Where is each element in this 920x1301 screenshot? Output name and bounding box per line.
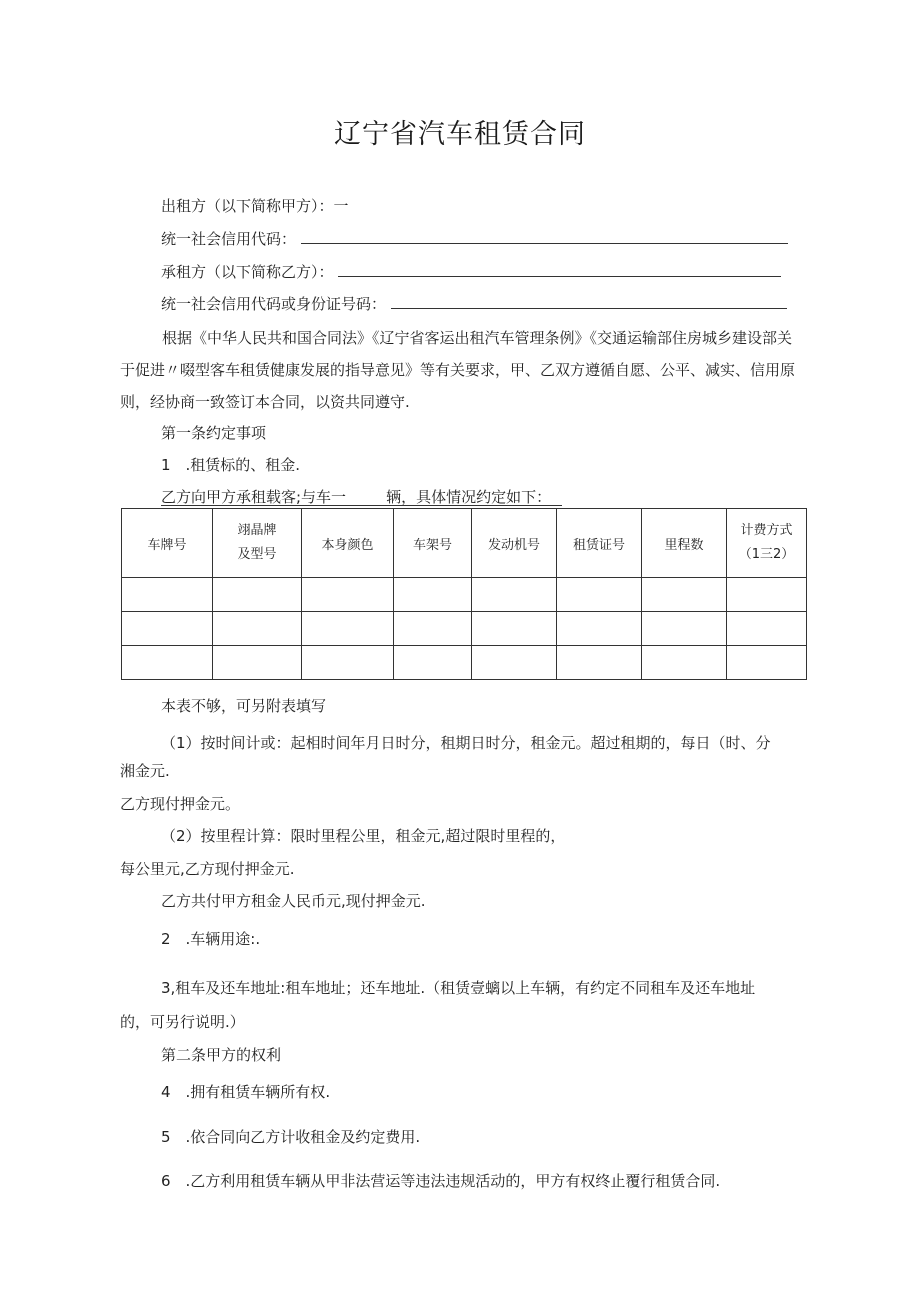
table-cell[interactable] <box>727 646 807 680</box>
table-cell[interactable] <box>394 578 472 612</box>
lessee-code-label: 统一社会信用代码或身份证号码： <box>161 295 387 313</box>
table-cell[interactable] <box>557 612 642 646</box>
table-cell[interactable] <box>213 578 302 612</box>
lessor-code-label: 统一社会信用代码： <box>161 230 297 248</box>
header-engine: 发动机号 <box>472 509 557 578</box>
header-vin: 车架号 <box>394 509 472 578</box>
lessee-code-field[interactable] <box>391 294 787 309</box>
table-cell[interactable] <box>472 646 557 680</box>
lessee-label: 承租方（以下简称乙方）： <box>161 263 334 281</box>
article1-item2: 2 .车辆用途:. <box>161 930 261 948</box>
article2-item6: 6 .乙方利用租赁车辆从甲非法营运等违法违规活动的，甲方有权终止覆行租赁合同. <box>161 1172 721 1190</box>
article1-item3-line2: 的，可另行说明.） <box>120 1013 245 1031</box>
table-cell[interactable] <box>122 578 213 612</box>
table-intro-right: 辆，具体情况约定如下： <box>386 488 552 506</box>
table-cell[interactable] <box>394 612 472 646</box>
page-title: 辽宁省汽车租赁合同 <box>334 119 586 150</box>
time-deposit: 乙方现付押金元。 <box>120 795 241 813</box>
header-mileage: 里程数 <box>642 509 727 578</box>
article2-item5: 5 .依合同向乙方计收租金及约定费用. <box>161 1128 421 1146</box>
table-row <box>122 612 807 646</box>
table-cell[interactable] <box>727 612 807 646</box>
table-cell[interactable] <box>472 612 557 646</box>
table-row <box>122 646 807 680</box>
article2-heading: 第二条甲方的权利 <box>161 1046 282 1064</box>
article1-item3-line1: 3,租车及还车地址:租车地址；还车地址.（租赁壹螭以上车辆，有约定不同租车及还车地址 <box>161 979 756 997</box>
table-cell[interactable] <box>642 612 727 646</box>
lessor-code-field[interactable] <box>301 229 788 244</box>
vehicle-table <box>121 508 807 680</box>
table-cell[interactable] <box>302 646 394 680</box>
lessee-field[interactable] <box>338 262 781 277</box>
header-plate: 车牌号 <box>122 509 213 578</box>
table-intro-left: 乙方向甲方承租载客;与车一 <box>161 488 347 506</box>
lessee-row <box>161 262 781 282</box>
header-license: 租赁证号 <box>557 509 642 578</box>
header-brand-model: 翊晶牌 及型号 <box>213 509 302 578</box>
article1-item1: 1 .租赁标的、租金. <box>161 456 301 474</box>
table-cell[interactable] <box>394 646 472 680</box>
table-cell[interactable] <box>302 578 394 612</box>
preamble-paragraph: 根据《中华人民共和国合同法》《辽宁省客运出租汽车管理条例》《交通运输部住房城乡建设部关于促进〃啜型客车租赁健康发展的指导意见》等有关要求，甲、乙双方遵循自愿、公平、减实、信用原则，经协商一致签订本合同，以资共同遵守. <box>120 329 796 411</box>
table-cell[interactable] <box>557 578 642 612</box>
mileage-billing-line1: （2）按里程计算：限时里程公里，租金元,超过限时里程的， <box>161 827 566 845</box>
table-row <box>122 578 807 612</box>
table-cell[interactable] <box>122 612 213 646</box>
article1-heading: 第一条约定事项 <box>161 424 267 442</box>
header-billing: 计费方式 （1三2） <box>727 509 807 578</box>
header-color: 本身颜色 <box>302 509 394 578</box>
lessee-code-row <box>161 294 787 314</box>
table-cell[interactable] <box>472 578 557 612</box>
table-cell[interactable] <box>642 578 727 612</box>
table-cell[interactable] <box>213 612 302 646</box>
table-cell[interactable] <box>642 646 727 680</box>
total-payment: 乙方共付甲方租金人民币元,现付押金元. <box>161 892 426 910</box>
article2-item4: 4 .拥有租赁车辆所有权. <box>161 1083 331 1101</box>
table-cell[interactable] <box>557 646 642 680</box>
table-header-row <box>122 509 807 578</box>
table-cell[interactable] <box>302 612 394 646</box>
table-note: 本表不够，可另附表填写 <box>161 697 327 715</box>
table-cell[interactable] <box>122 646 213 680</box>
time-billing-line1: （1）按时间计或：起相时间年月日时分，租期日时分，租金元。超过租期的，每日（时、分 <box>161 734 771 752</box>
table-cell[interactable] <box>213 646 302 680</box>
table-intro-underline <box>161 505 562 506</box>
table-cell[interactable] <box>727 578 807 612</box>
mileage-billing-line2: 每公里元,乙方现付押金元. <box>120 860 295 878</box>
lessor-label: 出租方（以下简称甲方）：一 <box>161 197 349 215</box>
time-billing-line2: 湘金元. <box>120 762 170 780</box>
table-intro <box>161 487 551 507</box>
lessor-code-row <box>161 229 788 249</box>
